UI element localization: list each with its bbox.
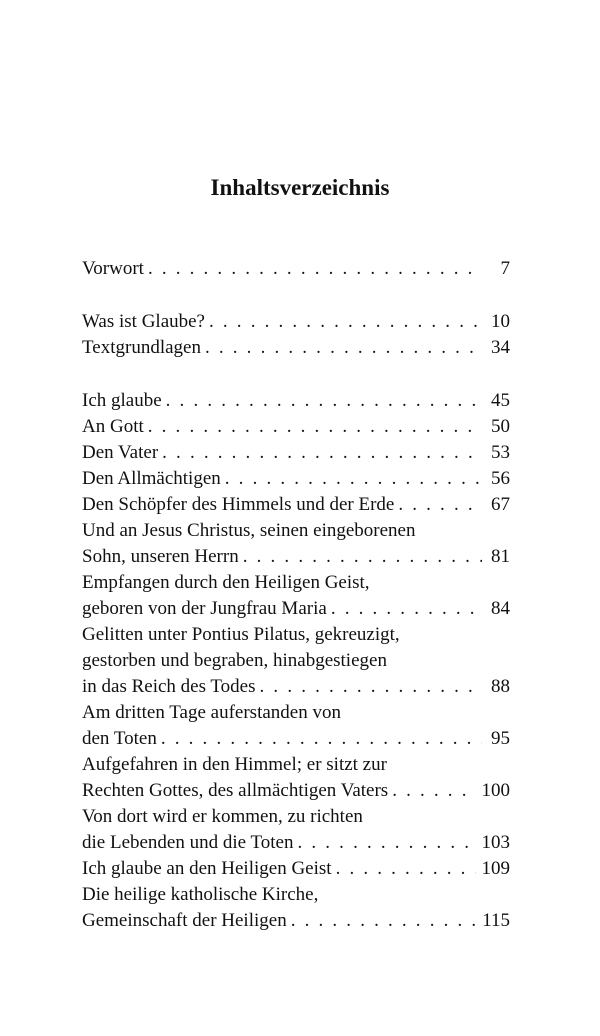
toc-entry-text: gestorben und begraben, hinabgestiegen [82, 650, 387, 671]
toc-entry-row [82, 544, 510, 570]
toc-entry-row [82, 388, 510, 414]
table-of-contents [82, 256, 510, 934]
dot-leader [225, 466, 482, 492]
toc-page-number: 100 [481, 780, 510, 801]
toc-entry-text: Den Vater [82, 442, 159, 463]
toc-entry-text: Und an Jesus Christus, seinen eingeborenen [82, 520, 416, 541]
dot-leader [336, 856, 476, 882]
toc-entry [82, 752, 510, 804]
toc-entry-text: Rechten Gottes, des allmächtigen Vaters [82, 780, 389, 801]
toc-entry-row [82, 778, 510, 804]
toc-entry-text: Empfangen durch den Heiligen Geist, [82, 572, 370, 593]
toc-page-number: 103 [481, 832, 510, 853]
toc-page-number: 34 [491, 337, 510, 358]
toc-entry-row [82, 414, 510, 440]
dot-leader [331, 596, 482, 622]
toc-entry-text: geboren von der Jungfrau Maria [82, 598, 327, 619]
toc-page-number: 50 [491, 416, 510, 437]
toc-entry-row [82, 596, 510, 622]
toc-page-number: 109 [481, 858, 510, 879]
toc-entry [82, 570, 510, 622]
dot-leader [161, 726, 482, 752]
toc-page-number: 10 [491, 311, 510, 332]
toc-entry-row [82, 440, 510, 466]
toc-entry-row [82, 856, 510, 882]
toc-entry-row [82, 256, 510, 282]
toc-page-number: 115 [482, 910, 510, 931]
dot-leader [243, 544, 482, 570]
dot-leader [260, 674, 482, 700]
toc-page-number: 84 [491, 598, 510, 619]
toc-entry-text: Den Allmächtigen [82, 468, 221, 489]
toc-entry-text: Von dort wird er kommen, zu richten [82, 806, 363, 827]
dot-leader [291, 908, 477, 934]
dot-leader [398, 492, 482, 518]
toc-entry-text: Am dritten Tage auferstanden von [82, 702, 341, 723]
toc-entry-text: Was ist Glaube? [82, 311, 205, 332]
toc-page-number: 53 [491, 442, 510, 463]
toc-entry [82, 882, 510, 934]
toc-entry-row [82, 492, 510, 518]
dot-leader [209, 309, 482, 335]
toc-entry-text: Ich glaube an den Heiligen Geist [82, 858, 332, 879]
dot-leader [392, 778, 475, 804]
toc-entry [82, 518, 510, 570]
toc-entry-text: Aufgefahren in den Himmel; er sitzt zur [82, 754, 387, 775]
toc-entry [82, 622, 510, 700]
dot-leader [148, 414, 482, 440]
dot-leader [166, 388, 482, 414]
toc-entry-row [82, 908, 510, 934]
toc-entry-row [82, 335, 510, 361]
toc-entry-text: die Lebenden und die Toten [82, 832, 294, 853]
toc-entry-text: Die heilige katholische Kirche, [82, 884, 319, 905]
toc-entry [82, 804, 510, 856]
toc-page-number: 56 [491, 468, 510, 489]
toc-entry [82, 256, 510, 282]
toc-entry-text: Den Schöpfer des Himmels und der Erde [82, 494, 395, 515]
dot-leader [297, 830, 475, 856]
toc-entry [82, 856, 510, 882]
toc-page-number: 81 [491, 546, 510, 567]
toc-entry [82, 388, 510, 414]
toc-entry [82, 700, 510, 752]
toc-entry [82, 466, 510, 492]
toc-entry-row [82, 726, 510, 752]
toc-page-number: 7 [500, 258, 510, 279]
toc-entry-text: Ich glaube [82, 390, 162, 411]
toc-entry [82, 335, 510, 361]
toc-page-number: 88 [491, 676, 510, 697]
toc-page-number: 67 [491, 494, 510, 515]
dot-leader [205, 335, 482, 361]
toc-page-number: 45 [491, 390, 510, 411]
dot-leader [162, 440, 482, 466]
toc-entry-row [82, 674, 510, 700]
toc-entry-text: Textgrundlagen [82, 337, 201, 358]
toc-entry-text: Sohn, unseren Herrn [82, 546, 239, 567]
toc-entry [82, 309, 510, 335]
toc-entry-text: Gelitten unter Pontius Pilatus, gekreuzigt, [82, 624, 400, 645]
toc-entry-text: in das Reich des Todes [82, 676, 256, 697]
toc-entry-text: An Gott [82, 416, 144, 437]
toc-entry [82, 440, 510, 466]
toc-entry-row [82, 830, 510, 856]
dot-leader [148, 256, 482, 282]
toc-entry [82, 414, 510, 440]
toc-entry-text: Vorwort [82, 258, 144, 279]
toc-entry-row [82, 466, 510, 492]
toc-entry-row [82, 309, 510, 335]
toc-entry-text: den Toten [82, 728, 157, 749]
toc-entry [82, 492, 510, 518]
toc-entry-text: Gemeinschaft der Heiligen [82, 910, 287, 931]
page-title: Inhaltsverzeichnis [210, 175, 390, 200]
toc-page-number: 95 [491, 728, 510, 749]
